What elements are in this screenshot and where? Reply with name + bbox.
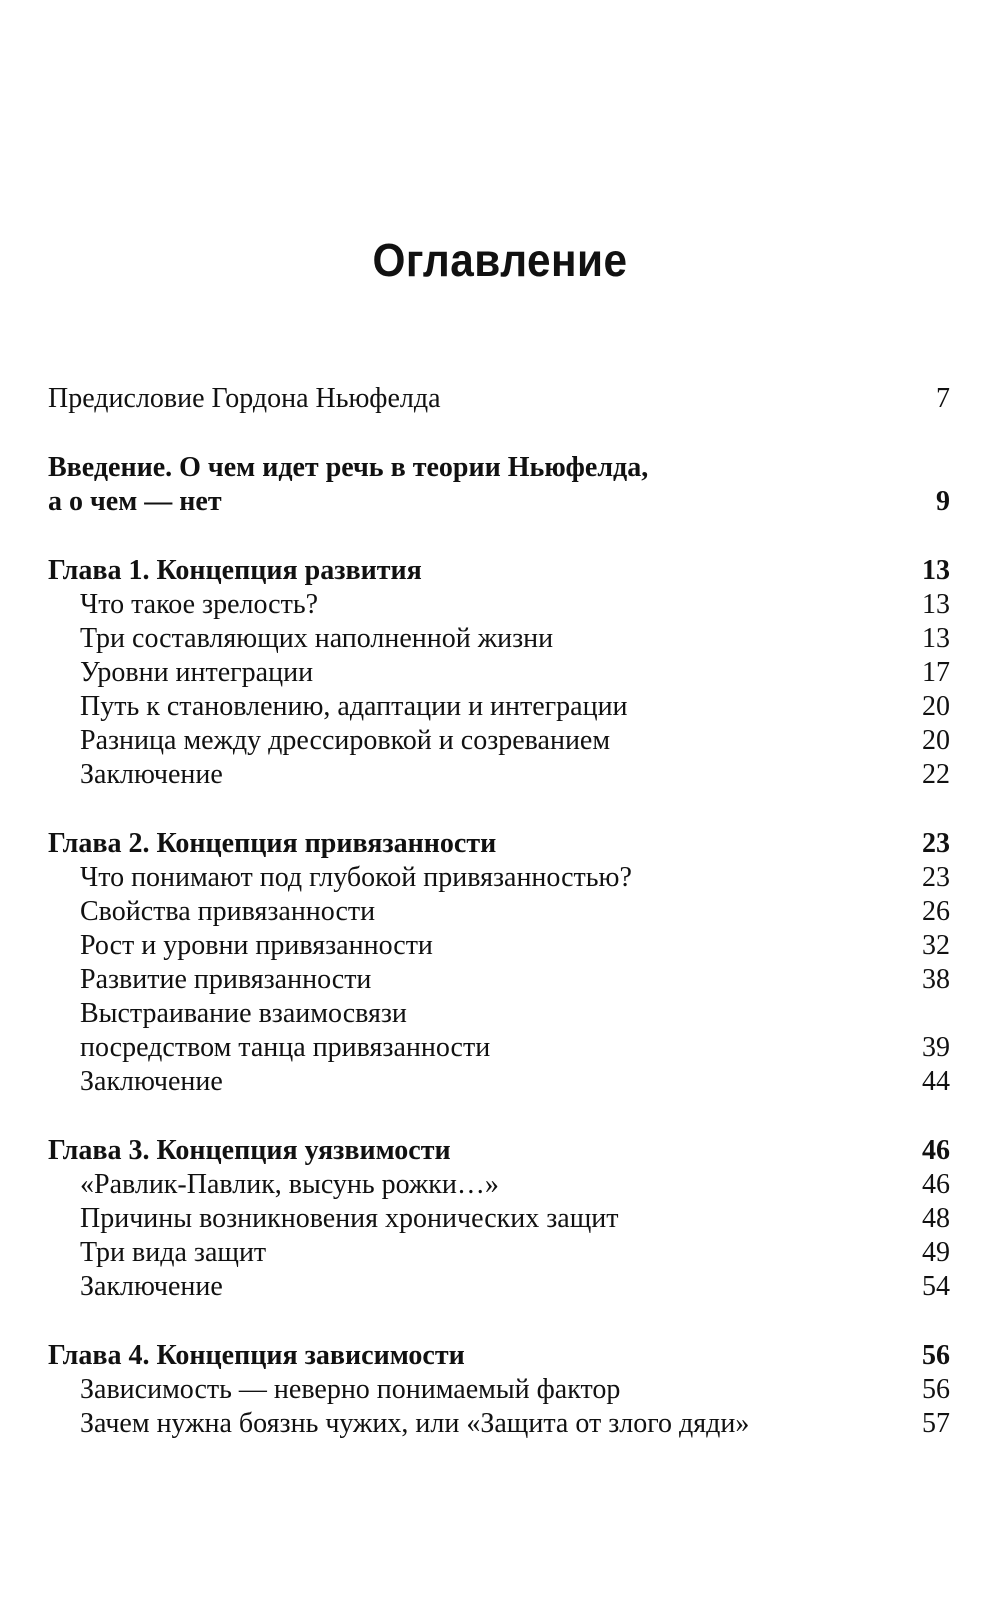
toc-entry-page: 39 [922,1032,950,1063]
toc-entry-page: 46 [922,1135,950,1166]
toc-entry-page: 23 [922,828,950,859]
toc-entry-text: Рост и уровни привязанности [80,930,433,961]
toc-entry-chapter-3 [48,1134,950,1168]
toc-entry-introduction [48,451,950,485]
toc-subentry [80,1236,950,1270]
toc-entry-page: 9 [936,486,950,517]
toc-entry-page: 46 [922,1169,950,1200]
toc-subentry [80,758,950,792]
toc-subentry [80,1202,950,1236]
toc-entry-text: Глава 4. Концепция зависимости [48,1340,465,1371]
toc-subentry [80,1168,950,1202]
toc-entry-text: Три вида защит [80,1237,267,1268]
toc-entry-text: Выстраивание взаимосвязи [80,998,407,1029]
toc-entry-text: Заключение [80,1271,223,1302]
toc-entry-page: 44 [922,1066,950,1097]
toc-entry-text: Разница между дрессировкой и созреванием [80,725,611,756]
toc-entry-chapter-1 [48,554,950,588]
toc-subentry [80,1031,950,1065]
toc-entry-text: посредством танца привязанности [80,1032,491,1063]
toc-entry-page: 32 [922,930,950,961]
toc-subentry [80,1065,950,1099]
toc-subentry [80,1270,950,1304]
toc-entry-text: Глава 2. Концепция привязанности [48,828,497,859]
toc-subentry [80,622,950,656]
toc-subentry [80,861,950,895]
toc-entry-chapter-2 [48,827,950,861]
toc-entry-text: Зависимость — неверно понимаемый фактор [80,1374,621,1405]
toc-entry-page: 26 [922,896,950,927]
toc-entry-text: Уровни интеграции [80,657,314,688]
toc-entry-text: «Равлик-Павлик, высунь рожки…» [80,1169,499,1200]
toc-subentry [80,1407,950,1441]
toc-entry-page: 48 [922,1203,950,1234]
toc-subentry [80,690,950,724]
toc-entry-page: 17 [922,657,950,688]
toc-entry-page: 54 [922,1271,950,1302]
toc-entry-page: 57 [922,1408,950,1439]
toc-entry-text: Путь к становлению, адаптации и интеграции [80,691,628,722]
toc-entry-page: 13 [922,589,950,620]
toc-entry-page: 20 [922,691,950,722]
toc-entry-text: Глава 3. Концепция уязвимости [48,1135,451,1166]
toc-entry-text: Зачем нужна боязнь чужих, или «Защита от злого дяди» [80,1408,750,1439]
toc-entry-page: 13 [922,555,950,586]
toc-entry-text: Введение. О чем идет речь в теории Ньюфелда, [48,452,649,483]
toc-entry-introduction-cont [48,485,950,519]
toc-entry-page: 56 [922,1374,950,1405]
toc-entry-page: 7 [936,383,950,414]
page-title: Оглавление [372,234,628,286]
toc-entry-text: Причины возникновения хронических защит [80,1203,619,1234]
toc-entry-text: Свойства привязанности [80,896,376,927]
toc-entry-text: Что понимают под глубокой привязанностью? [80,862,632,893]
toc-entry-page: 49 [922,1237,950,1268]
toc-entry-text: Глава 1. Концепция развития [48,555,422,586]
toc-subentry [80,656,950,690]
toc-entry-text: Заключение [80,1066,223,1097]
toc-subentry [80,997,950,1031]
toc-entry-page: 38 [922,964,950,995]
toc-entry-chapter-4 [48,1339,950,1373]
toc-entry-text: Предисловие Гордона Ньюфелда [48,383,441,414]
toc-entry-page: 20 [922,725,950,756]
toc-subentry [80,588,950,622]
toc-subentry [80,929,950,963]
toc-entry-text: Что такое зрелость? [80,589,319,620]
toc-entry-page: 23 [922,862,950,893]
toc-subentry [80,895,950,929]
toc-entry-text: Три составляющих наполненной жизни [80,623,554,654]
toc-entry-text: а о чем — нет [48,486,222,517]
toc-entry-page: 13 [922,623,950,654]
toc-entry-text: Развитие привязанности [80,964,372,995]
toc-entry-preface [48,382,950,416]
toc-subentry [80,1373,950,1407]
toc-entry-page: 56 [922,1340,950,1371]
toc-entry-text: Заключение [80,759,223,790]
toc-subentry [80,724,950,758]
toc-subentry [80,963,950,997]
toc-entry-page: 22 [922,759,950,790]
